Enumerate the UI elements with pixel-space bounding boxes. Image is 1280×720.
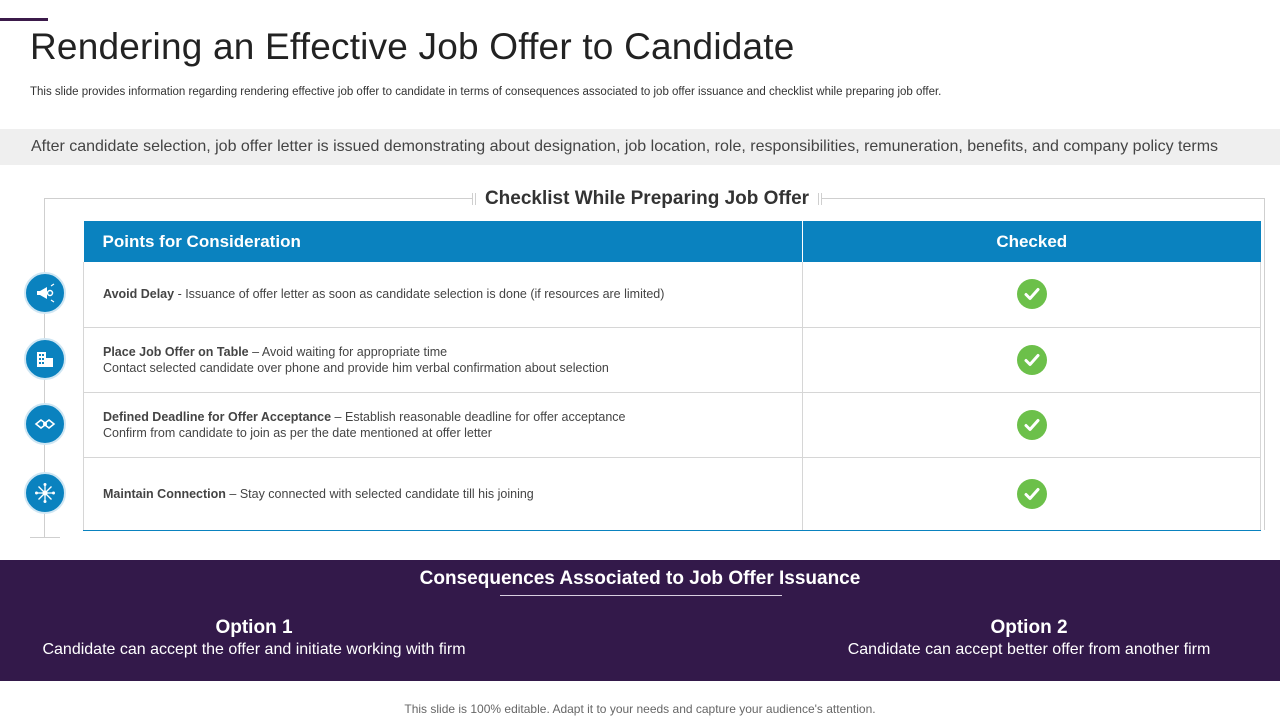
title-accent-line: [0, 18, 48, 21]
consequences-panel: [0, 560, 1280, 681]
row-checked-cell: [803, 392, 1261, 457]
row-checked-cell: [803, 262, 1261, 327]
header-points: Points for Consideration: [84, 221, 803, 262]
page-title: Rendering an Effective Job Offer to Candidate: [30, 26, 795, 67]
row-description: [84, 327, 803, 392]
check-icon: [1017, 279, 1047, 309]
info-banner: [0, 129, 1280, 165]
row-bold-label: Avoid Delay: [103, 287, 175, 302]
check-icon: [1017, 345, 1047, 375]
banner-text: After candidate selection, job offer letter is issued demonstrating about designation, job location, role, responsibilities, remuneration, benefits, and company policy terms: [31, 138, 1219, 155]
office-building-icon: [24, 338, 66, 380]
option-2-title: Option 2: [990, 617, 1068, 638]
row-text: – Establish reasonable deadline for offer acceptance: [331, 409, 626, 424]
table-row: [84, 392, 1261, 457]
check-icon: [1017, 410, 1047, 440]
page-subtitle: This slide provides information regarding rendering effective job offer to candidate in terms of consequences associated to job offer issuance and checklist while preparing job offer.: [30, 86, 942, 98]
handshake-icon: [24, 403, 66, 445]
option-2: [800, 617, 1258, 659]
check-icon: [1017, 479, 1047, 509]
option-2-text: Candidate can accept better offer from another firm: [847, 641, 1211, 658]
row-bold-label: Defined Deadline for Offer Acceptance: [103, 409, 332, 424]
row-description: [84, 457, 803, 530]
checklist-title-box: [472, 186, 822, 212]
network-icon: [24, 472, 66, 514]
megaphone-icon: [24, 272, 66, 314]
row-bold-label: Place Job Offer on Table: [103, 344, 249, 359]
table-row: [84, 457, 1261, 530]
consequences-title: Consequences Associated to Job Offer Issuance: [419, 568, 861, 589]
title-tick-left: [472, 193, 476, 205]
title-tick-right: [818, 193, 822, 205]
checklist-table: [83, 221, 1261, 531]
row-checked-cell: [803, 457, 1261, 530]
header-checked: Checked: [803, 221, 1261, 262]
row-description: [84, 262, 803, 327]
consequences-title-underline: [500, 595, 782, 596]
row-text: – Avoid waiting for appropriate time: [248, 344, 448, 359]
option-1-title: Option 1: [215, 617, 293, 638]
row-text-line2: Confirm from candidate to join as per the date mentioned at offer letter: [103, 425, 492, 440]
footer-note: This slide is 100% editable. Adapt it to your needs and capture your audience's attention.: [404, 702, 876, 716]
row-checked-cell: [803, 327, 1261, 392]
row-description: [84, 392, 803, 457]
checklist-title: Checklist While Preparing Job Offer: [484, 188, 810, 209]
frame-line-right: [1264, 198, 1265, 530]
row-text-line2: Contact selected candidate over phone and provide him verbal confirmation about selection: [103, 360, 609, 375]
table-row: [84, 262, 1261, 327]
row-bold-label: Maintain Connection: [103, 486, 226, 501]
frame-line-tick: [30, 537, 60, 538]
row-text: – Stay connected with selected candidate till his joining: [225, 486, 534, 501]
option-1: [24, 617, 484, 659]
option-1-text: Candidate can accept the offer and initiate working with firm: [42, 641, 466, 658]
table-row: [84, 327, 1261, 392]
row-text: - Issuance of offer letter as soon as candidate selection is done (if resources are limited): [174, 287, 665, 302]
